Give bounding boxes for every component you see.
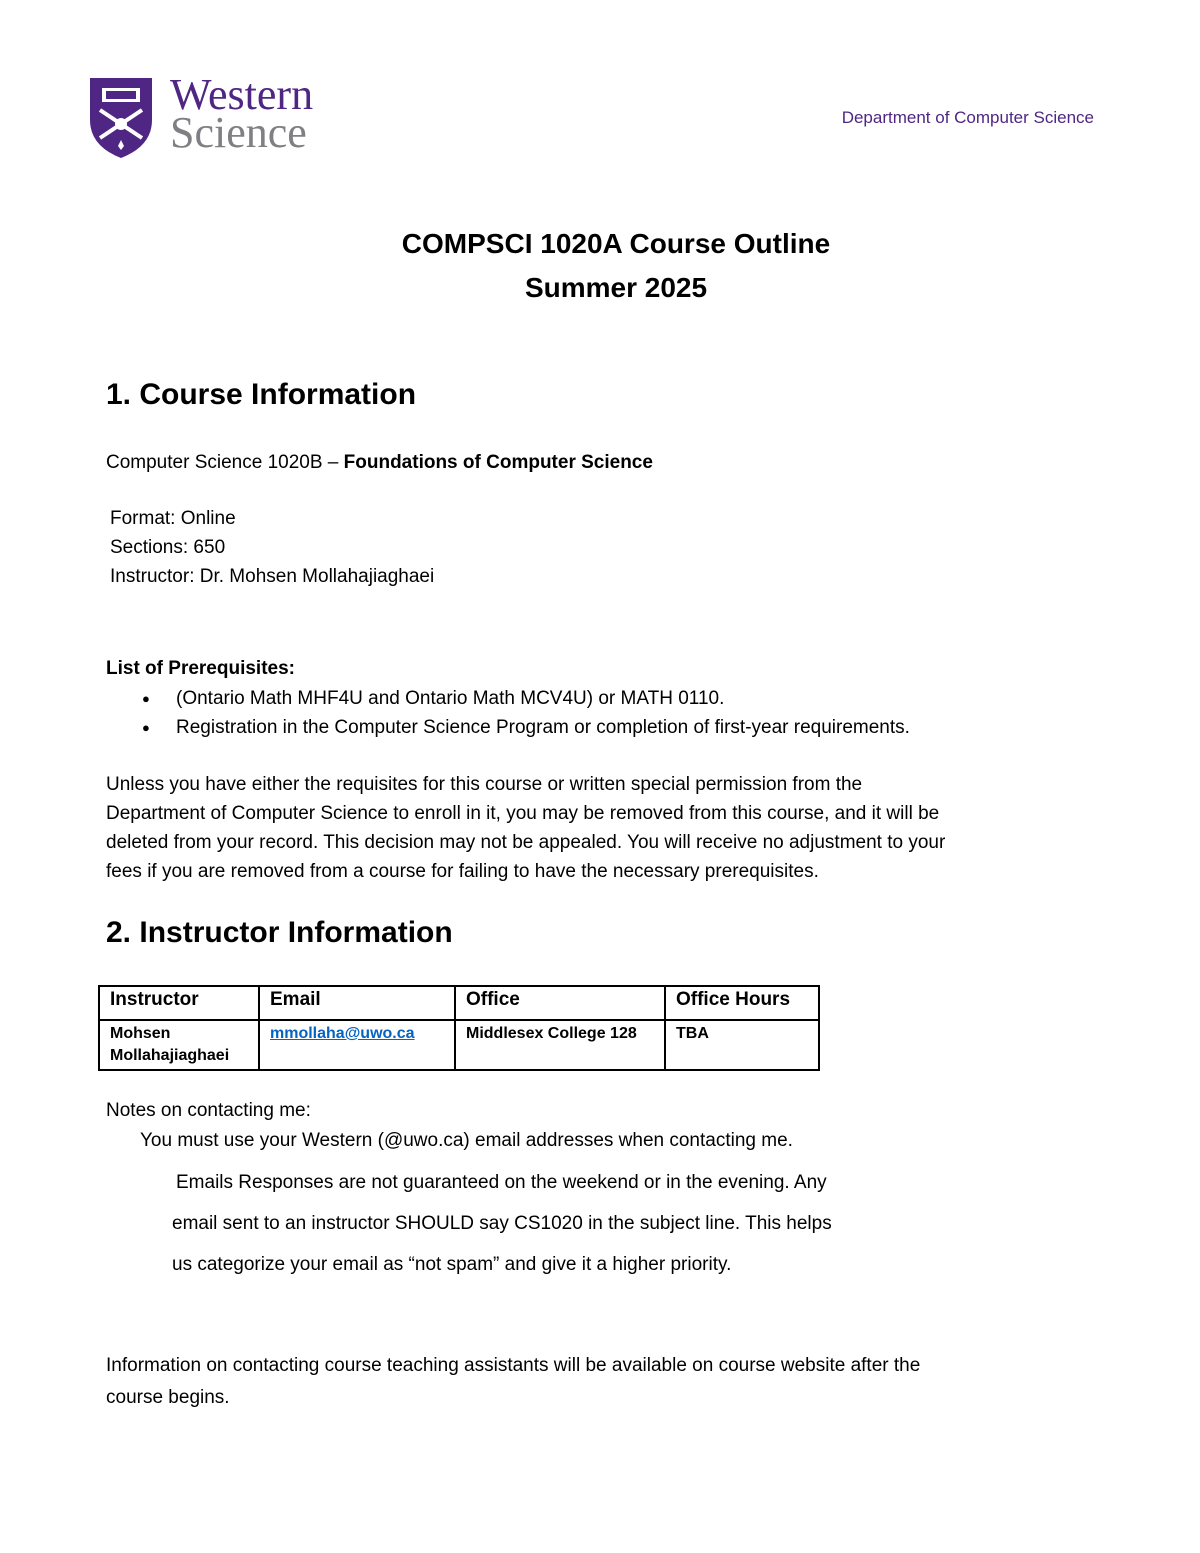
title-line-2: Summer 2025	[524, 272, 708, 303]
instructor-email-link[interactable]: mmollaha@uwo.ca	[270, 1025, 415, 1042]
section-heading-course-info: 1. Course Information	[106, 378, 417, 411]
western-crest-icon	[88, 76, 154, 160]
note-line: Emails Responses are not guaranteed on the weekend or in the evening. Any	[176, 1172, 827, 1193]
ta-contact-info	[106, 1350, 920, 1414]
course-details	[110, 504, 434, 591]
warning-line: fees if you are removed from a course for failing to have the necessary prerequisites.	[106, 861, 819, 882]
instructor-first-name: Mohsen	[110, 1025, 171, 1042]
office-hours-cell: TBA	[665, 1020, 819, 1070]
course-code: Computer Science 1020B –	[106, 452, 344, 473]
course-sections: Sections: 650	[110, 537, 226, 558]
office-cell: Middlesex College 128	[455, 1020, 665, 1070]
course-name-line	[106, 448, 653, 477]
table-row	[99, 1020, 819, 1070]
section-heading-instructor-info: 2. Instructor Information	[106, 916, 453, 949]
note-line: email sent to an instructor SHOULD say CS1020 in the subject line. This helps	[172, 1213, 832, 1234]
note-must-use-western-email: You must use your Western (@uwo.ca) email addresses when contacting me.	[140, 1130, 793, 1151]
prerequisites-list	[106, 684, 910, 742]
table-header-row	[99, 986, 819, 1020]
department-name: Department of Computer Science	[841, 108, 1094, 127]
ta-info-line: Information on contacting course teaching assistants will be available on course website after the	[106, 1355, 921, 1376]
column-header-office: Office	[455, 986, 665, 1020]
course-instructor: Instructor: Dr. Mohsen Mollahajiaghaei	[110, 566, 435, 587]
column-header-instructor: Instructor	[99, 986, 259, 1020]
email-notes	[172, 1162, 832, 1285]
warning-line: deleted from your record. This decision may not be appealed. You will receive no adjustment to your	[106, 832, 946, 853]
column-header-office-hours: Office Hours	[665, 986, 819, 1020]
ta-info-line: course begins.	[106, 1387, 230, 1408]
column-header-email: Email	[259, 986, 455, 1020]
email-cell	[259, 1020, 455, 1070]
course-title: Foundations of Computer Science	[343, 452, 653, 473]
page-title	[0, 222, 1200, 310]
western-science-logo	[88, 70, 348, 166]
prerequisite-warning	[106, 770, 945, 886]
instructor-name-cell	[99, 1020, 259, 1070]
course-format: Format: Online	[110, 508, 236, 529]
prerequisites-heading: List of Prerequisites:	[106, 658, 295, 679]
logo-wordmark	[170, 70, 314, 157]
list-item: ● Registration in the Computer Science Program or completion of first-year requirements.	[106, 713, 910, 742]
instructor-last-name: Mollahajiaghaei	[110, 1047, 230, 1064]
title-line-1: COMPSCI 1020A Course Outline	[401, 228, 831, 259]
warning-line: Unless you have either the requisites for this course or written special permission from the	[106, 774, 863, 795]
warning-line: Department of Computer Science to enroll in it, you may be removed from this course, and it will be	[106, 803, 940, 824]
logo-science-text: Science	[170, 108, 307, 157]
instructor-table	[98, 985, 820, 1071]
note-line: us categorize your email as “not spam” and give it a higher priority.	[172, 1254, 732, 1275]
list-item: ● (Ontario Math MHF4U and Ontario Math MCV4U) or MATH 0110.	[106, 684, 910, 713]
logo-western-text: Western	[170, 70, 314, 119]
notes-heading: Notes on contacting me:	[106, 1100, 311, 1121]
